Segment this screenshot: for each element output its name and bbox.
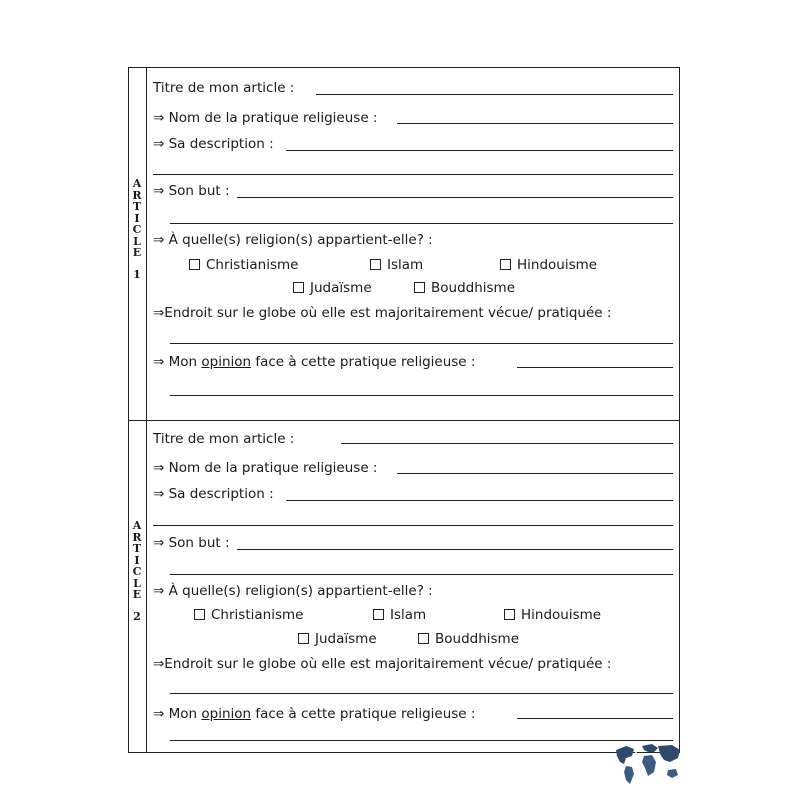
article-2-title-label: Titre de mon article : [153,431,295,447]
article-2-side-label [128,520,146,622]
option-label: Judaïsme [315,631,377,647]
article-1-goal-line-1[interactable] [237,197,673,198]
article-1-description-line-1[interactable] [286,150,673,151]
article-1-option-islam[interactable] [370,257,423,273]
option-label: Islam [387,257,424,273]
article-2-opinion-line-1[interactable] [517,718,673,719]
article-1-opinion-row [153,352,673,372]
worksheet-frame [128,67,680,753]
article-1-goal-label: ⇒ Son but : [153,183,230,199]
article-1-opinion-label [153,352,475,372]
option-label: Hindouisme [517,257,598,273]
article-1-option-christianisme[interactable] [189,257,298,273]
article-1-place-row [153,303,673,323]
article-1-description-label: ⇒ Sa description : [153,136,274,152]
article-2-description-line-2[interactable] [153,525,673,526]
article-2-option-bouddhisme[interactable] [418,631,519,647]
article-1-name-line[interactable] [397,123,673,124]
article-2-description-line-1[interactable] [286,500,673,501]
checkbox[interactable] [298,633,309,644]
option-label: Bouddhisme [431,280,516,296]
article-2-description-label: ⇒ Sa description : [153,486,274,502]
article-2-religion-question: ⇒ À quelle(s) religion(s) appartient-elle? : [153,583,433,599]
opinion-prefix: ⇒ Mon [153,706,202,722]
opinion-word: opinion [201,354,252,370]
option-label: Christianisme [206,257,299,273]
article-1-option-hindouisme[interactable] [500,257,597,273]
article-2-name-row [153,458,673,478]
article-1-opinion-line-1[interactable] [517,367,673,368]
checkbox[interactable] [370,259,381,270]
article-1-option-judaisme[interactable] [293,280,372,296]
article-2-name-label: ⇒ Nom de la pratique religieuse : [153,460,378,476]
checkbox[interactable] [500,259,511,270]
article-2-title-row [153,429,673,449]
opinion-prefix: ⇒ Mon [153,354,202,370]
article-1-place-line[interactable] [170,343,673,344]
side-column-divider [146,67,147,753]
opinion-word: opinion [201,706,252,722]
checkbox[interactable] [189,259,200,270]
article-1-religion-question-row [153,230,673,250]
article-1-title-label: Titre de mon article : [153,80,295,96]
article-1-opinion-line-2[interactable] [170,395,673,396]
article-1-number: 1 [133,267,141,281]
article-1-side-label [128,178,146,280]
article-2-opinion-row [153,704,673,724]
article-1-goal-line-2[interactable] [170,223,673,224]
checkbox[interactable] [293,282,304,293]
article-1-option-bouddhisme[interactable] [414,280,515,296]
opinion-suffix: face à cette pratique religieuse : [251,706,476,722]
article-1-place-label: ⇒Endroit sur le globe où elle est majoritairement vécue/ pratiquée : [153,305,612,321]
article-2-name-line[interactable] [397,473,673,474]
article-2-religion-question-row [153,581,673,601]
option-label: Christianisme [211,607,304,623]
article-2-place-row [153,654,673,674]
article-2-option-hindouisme[interactable] [504,607,601,623]
article-1-title-row [153,78,673,98]
checkbox[interactable] [504,609,515,620]
option-label: Hindouisme [521,607,602,623]
checkbox[interactable] [418,633,429,644]
article-2-title-line[interactable] [341,443,673,444]
article-1-goal-row [153,181,673,201]
article-2-goal-row [153,533,673,553]
article-2-side-letters: A R T I C L E [132,519,142,601]
article-1-religion-question: ⇒ À quelle(s) religion(s) appartient-elle? : [153,232,433,248]
article-divider [128,420,680,421]
article-2-goal-label: ⇒ Son but : [153,535,230,551]
option-label: Islam [390,607,427,623]
article-2-opinion-line-2[interactable] [170,740,673,741]
article-2-opinion-label [153,704,475,724]
article-1-description-line-2[interactable] [153,174,673,175]
article-1-title-line[interactable] [316,94,673,95]
article-1-side-letters: A R T I C L E [132,177,142,259]
article-1-description-row [153,134,673,154]
article-1-name-label: ⇒ Nom de la pratique religieuse : [153,110,378,126]
article-2-goal-line-1[interactable] [237,549,673,550]
article-2-description-row [153,484,673,504]
world-map-logo-icon [612,740,684,788]
checkbox[interactable] [414,282,425,293]
article-2-place-label: ⇒Endroit sur le globe où elle est majoritairement vécue/ pratiquée : [153,656,612,672]
article-2-option-judaisme[interactable] [298,631,377,647]
article-1-name-row [153,108,673,128]
article-2-number: 2 [133,609,141,623]
checkbox[interactable] [194,609,205,620]
checkbox[interactable] [373,609,384,620]
opinion-suffix: face à cette pratique religieuse : [251,354,476,370]
article-2-goal-line-2[interactable] [170,574,673,575]
option-label: Judaïsme [310,280,372,296]
article-2-place-line[interactable] [170,693,673,694]
option-label: Bouddhisme [435,631,520,647]
article-2-option-islam[interactable] [373,607,426,623]
article-2-option-christianisme[interactable] [194,607,303,623]
